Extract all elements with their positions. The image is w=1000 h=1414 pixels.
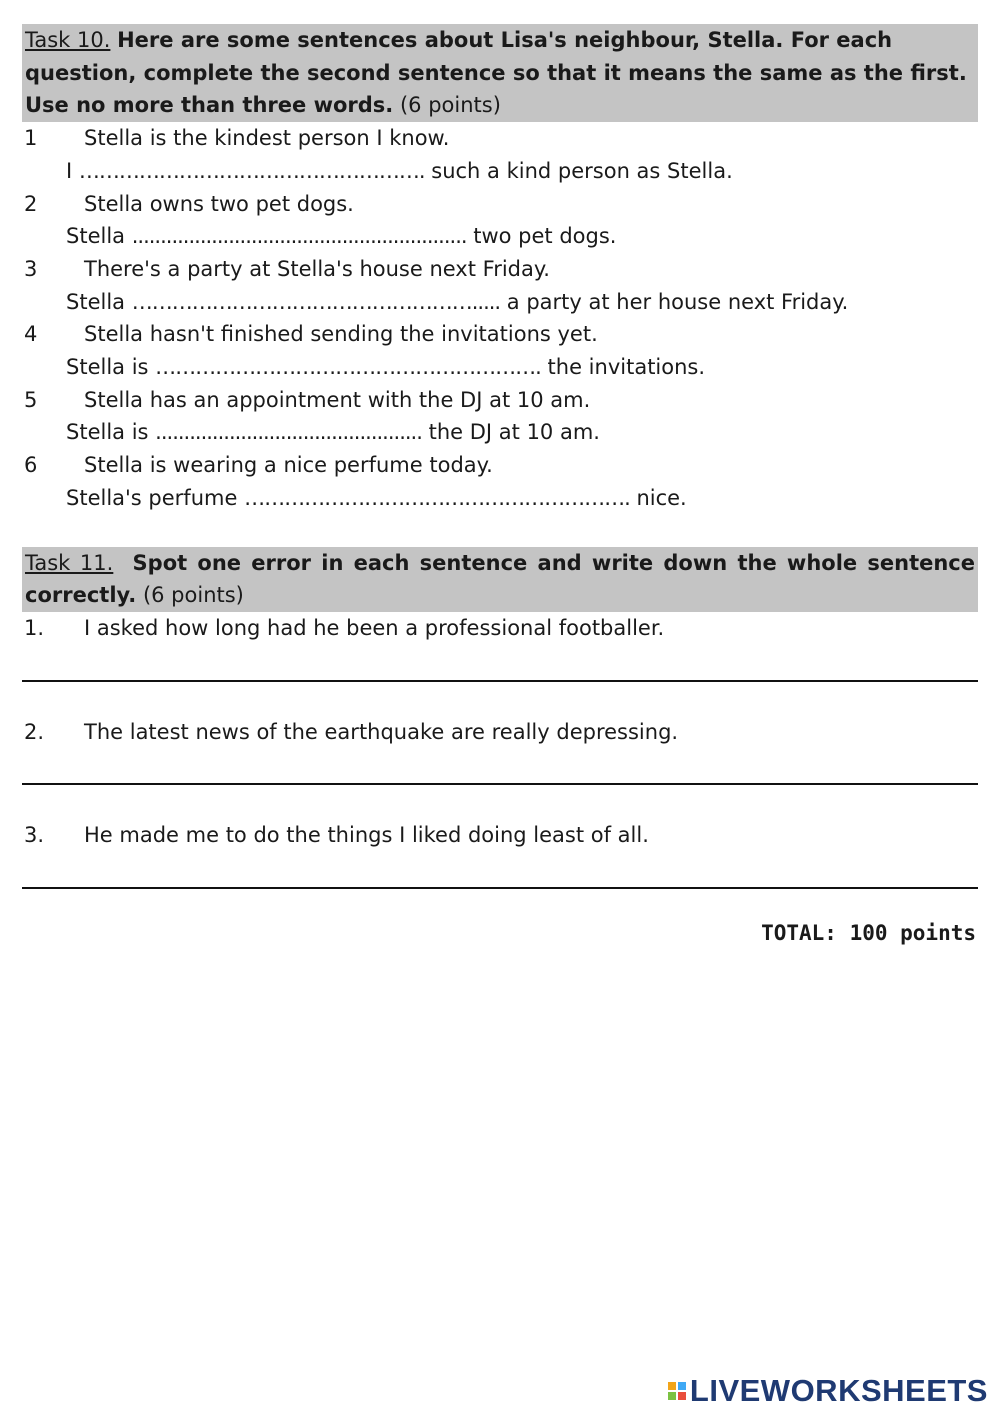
logo-text: LIVEWORKSHEETS: [689, 1373, 988, 1408]
task11-item-1: [22, 612, 978, 716]
task10-item-3: [22, 253, 978, 318]
original-sentence: Stella hasn't finished sending the invitations yet.: [84, 322, 598, 347]
error-sentence: He made me to do the things I liked doing least of all.: [84, 823, 649, 848]
answer-blank[interactable]: ...............................................: [155, 420, 422, 445]
item-number: 2: [24, 191, 38, 216]
answer-line[interactable]: [22, 887, 978, 889]
rewrite-prefix: Stella's perfume: [66, 485, 238, 510]
original-sentence: Stella has an appointment with the DJ at 10 am.: [84, 387, 591, 412]
task11-list: [22, 612, 978, 889]
task11-label: Task 11.: [25, 550, 114, 575]
total-points: TOTAL: 100 points: [761, 921, 976, 945]
rewrite-prefix: Stella: [66, 289, 126, 314]
answer-blank[interactable]: ...........................................................: [131, 224, 467, 249]
task10-label: Task 10.: [25, 28, 111, 52]
rewrite-prefix: Stella: [66, 224, 126, 249]
error-sentence: The latest news of the earthquake are really depressing.: [84, 719, 679, 744]
rewrite-prefix: I: [66, 158, 73, 183]
rewrite-suffix: a party at her house next Friday.: [506, 289, 849, 314]
rewrite-suffix: the DJ at 10 am.: [428, 420, 600, 445]
task10-item-1: [22, 122, 978, 187]
item-number: 1: [24, 126, 38, 151]
item-number: 6: [24, 453, 38, 478]
task10-header: [22, 24, 978, 122]
original-sentence: There's a party at Stella's house next Friday.: [84, 256, 550, 281]
liveworksheets-logo: [668, 1373, 988, 1409]
task10-instruction: Here are some sentences about Lisa's neighbour, Stella. For each question, complete the second sentence so that it means the same as the first. Use no more than three words.: [25, 28, 967, 118]
rewrite-suffix: such a kind person as Stella.: [431, 158, 733, 183]
task10-item-2: [22, 188, 978, 253]
task10-points: (6 points): [399, 93, 501, 118]
answer-blank[interactable]: ………………………………………………….: [155, 355, 541, 380]
task11-item-3: [22, 819, 978, 889]
rewrite-suffix: nice.: [636, 485, 687, 510]
rewrite-prefix: Stella is: [66, 355, 149, 380]
task10-item-4: [22, 318, 978, 383]
answer-blank[interactable]: ………………………………………………….: [244, 485, 630, 510]
original-sentence: Stella is wearing a nice perfume today.: [84, 453, 493, 478]
rewrite-suffix: two pet dogs.: [473, 224, 617, 249]
item-number: 3.: [24, 823, 45, 848]
rewrite-prefix: Stella is: [66, 420, 149, 445]
task11-item-2: [22, 716, 978, 820]
task11-header: [22, 547, 978, 612]
item-number: 5: [24, 387, 38, 412]
task10-item-6: [22, 449, 978, 514]
task10-list: [22, 122, 978, 514]
item-number: 1.: [24, 615, 45, 640]
item-number: 2.: [24, 719, 45, 744]
task10-item-5: [22, 384, 978, 449]
rewrite-suffix: the invitations.: [547, 355, 706, 380]
answer-blank[interactable]: …………………………………………….: [78, 158, 425, 183]
error-sentence: I asked how long had he been a professional footballer.: [84, 615, 665, 640]
task11-points: (6 points): [142, 583, 244, 608]
item-number: 4: [24, 322, 38, 347]
logo-icon: [668, 1382, 686, 1400]
original-sentence: Stella is the kindest person I know.: [84, 126, 450, 151]
original-sentence: Stella owns two pet dogs.: [84, 191, 354, 216]
task11-instruction: Spot one error in each sentence and write down the whole sentence correctly.: [25, 550, 975, 608]
section-spacer: [22, 515, 978, 547]
answer-blank[interactable]: …………………………………………….....: [131, 289, 501, 314]
item-number: 3: [24, 256, 38, 281]
worksheet-page: [22, 24, 978, 889]
